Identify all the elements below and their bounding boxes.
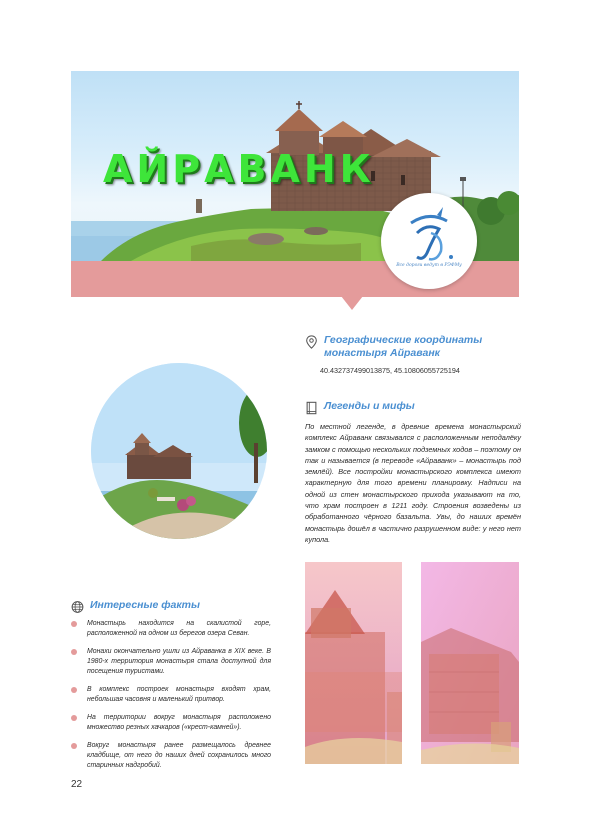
coordinates-value: 40.432737499013875, 45.10806055725194 [320, 366, 460, 375]
monastery-photo-tinted-right [421, 562, 519, 764]
coordinates-heading [305, 334, 525, 360]
page-title: АЙРАВАНК [103, 147, 375, 191]
book-icon [305, 401, 318, 415]
legends-heading [305, 400, 525, 415]
legends-body: По местной легенде, в древние времена монастырский комплекс Айраванк связывался с расположенным неподалёку замком с помощью нескольких подземных ходов – поэтому он так и называется (в переводе «Айраванк» – монастырь под землёй). Все постройки монастырского комплекса имеют характерную для того времени планировку. Надписи на одной из стен монастырского прихода указывают на то, что храм построен в 1211 году. Строения возведены из обработанного чёрного базальта. Увы, до наших времён монастырь дошёл в частично разрушенном виде: у него нет купола. [305, 422, 521, 544]
map-pin-icon [305, 335, 318, 349]
bullet-dot [71, 687, 77, 693]
page-number: 22 [71, 779, 83, 790]
logo-badge [381, 193, 477, 289]
monastery-circle-photo [91, 363, 267, 539]
legends-title: Легенды и мифы [324, 400, 415, 412]
bullet-dot [71, 743, 77, 749]
list-item: Монастырь находится на скалистой горе, расположенной на одном из берегов озера Севан. [71, 619, 271, 639]
bullet-dot [71, 649, 77, 655]
facts-list [71, 619, 271, 779]
list-item: В комплекс построек монастыря входят храм, небольшая часовня и маленький притвор. [71, 685, 271, 705]
logo-tagline: Все дороги ведут в РЭФМу [396, 263, 462, 268]
list-item: Вокруг монастыря ранее размещалось древнее кладбище, от него до наших дней сохранилось много старинных надгробий. [71, 741, 271, 771]
list-item: Монахи окончательно ушли из Айраванка в XIX веке. В 1980-х территория монастыря стала доступной для посещения туристами. [71, 647, 271, 677]
monastery-photo-tinted-left [305, 562, 402, 764]
list-item: На территории вокруг монастыря расположено множество резных хачкаров («крест-камней»). [71, 713, 271, 733]
bullet-dot [71, 621, 77, 627]
callout-pointer [341, 296, 363, 310]
coordinates-title: Географические координаты монастыря Айраванк [324, 334, 483, 359]
logo-icon [381, 193, 477, 289]
facts-title: Интересные факты [90, 599, 200, 611]
globe-icon [71, 600, 84, 614]
facts-heading [71, 599, 271, 614]
bullet-dot [71, 715, 77, 721]
